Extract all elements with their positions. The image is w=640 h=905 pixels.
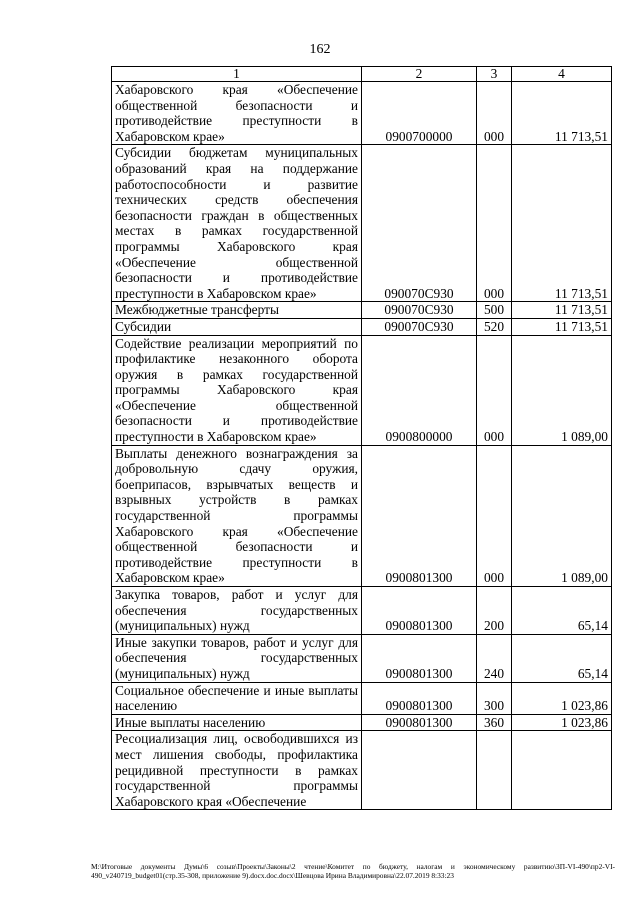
row-amount: 1 023,86 (512, 714, 612, 731)
row-code: 0900801300 (362, 445, 477, 586)
row-code: 0900801300 (362, 634, 477, 682)
column-header-code: 2 (362, 67, 477, 82)
row-name: Выплаты денежного вознаграждения за добровольную сдачу оружия, боеприпасов, взрывчатых веществ и взрывных устройств в рамках государственной программы Хабаровского края «Обеспечение общественной безопасности и противодействие преступности в Хабаровском крае» (112, 445, 362, 586)
row-type: 000 (477, 82, 512, 145)
table-header-row (112, 67, 612, 82)
table-row (112, 145, 612, 302)
row-code: 090070С930 (362, 318, 477, 335)
table-row (112, 634, 612, 682)
row-amount: 65,14 (512, 634, 612, 682)
table-row (112, 335, 612, 445)
row-type: 000 (477, 335, 512, 445)
row-name: Хабаровского края «Обеспечение общественной безопасности и противодействие преступности в Хабаровском крае» (112, 82, 362, 145)
row-code: 090070С930 (362, 145, 477, 302)
table-row (112, 714, 612, 731)
row-type: 000 (477, 445, 512, 586)
table-row (112, 445, 612, 586)
row-name: Социальное обеспечение и иные выплаты населению (112, 682, 362, 714)
row-name: Иные закупки товаров, работ и услуг для обеспечения государственных (муниципальных) нужд (112, 634, 362, 682)
row-type: 240 (477, 634, 512, 682)
row-code: 0900801300 (362, 682, 477, 714)
row-name: Межбюджетные трансферты (112, 302, 362, 319)
table-row (112, 587, 612, 635)
row-type: 200 (477, 587, 512, 635)
row-name: Закупка товаров, работ и услуг для обеспечения государственных (муниципальных) нужд (112, 587, 362, 635)
page-number: 162 (309, 42, 331, 57)
column-header-amount: 4 (512, 67, 612, 82)
row-type: 500 (477, 302, 512, 319)
row-amount (512, 731, 612, 810)
row-type: 520 (477, 318, 512, 335)
row-amount: 11 713,51 (512, 145, 612, 302)
row-amount: 1 023,86 (512, 682, 612, 714)
table-row (112, 302, 612, 319)
column-header-name: 1 (112, 67, 362, 82)
row-code: 0900801300 (362, 587, 477, 635)
row-amount: 11 713,51 (512, 318, 612, 335)
budget-table (111, 66, 612, 810)
row-amount: 1 089,00 (512, 335, 612, 445)
table-row (112, 682, 612, 714)
row-amount: 11 713,51 (512, 82, 612, 145)
table-row (112, 82, 612, 145)
row-code: 090070С930 (362, 302, 477, 319)
row-code: 0900700000 (362, 82, 477, 145)
row-code: 0900801300 (362, 714, 477, 731)
row-type (477, 731, 512, 810)
row-amount: 11 713,51 (512, 302, 612, 319)
row-type: 360 (477, 714, 512, 731)
row-type: 000 (477, 145, 512, 302)
row-code (362, 731, 477, 810)
row-type: 300 (477, 682, 512, 714)
column-header-type: 3 (477, 67, 512, 82)
row-name: Содействие реализации мероприятий по профилактике незаконного оборота оружия в рамках государственной программы Хабаровского края «Обеспечение общественной безопасности и противодействие преступности в Хабаровском крае» (112, 335, 362, 445)
row-amount: 65,14 (512, 587, 612, 635)
row-name: Иные выплаты населению (112, 714, 362, 731)
document-path-footer: M:\Итоговые документы Думы\6 созыв\Проекты\Законы\2 чтение\Комитет по бюджету, налогам и экономическому развитию\ЗП-VI-490\пр2-VI-490_v240719_budget01(стр.35-308, приложение 9).docx.doc.docx\Шевцова Ирина Владимировна\22.07.2019 8:33:23 (91, 862, 615, 880)
row-amount: 1 089,00 (512, 445, 612, 586)
row-name: Ресоциализация лиц, освободившихся из мест лишения свободы, профилактика рецидивной преступности в рамках государственной программы Хабаровского края «Обеспечение (112, 731, 362, 810)
row-code: 0900800000 (362, 335, 477, 445)
row-name: Субсидии (112, 318, 362, 335)
table-row (112, 318, 612, 335)
table-row (112, 731, 612, 810)
row-name: Субсидии бюджетам муниципальных образований края на поддержание работоспособности и развитие технических средств обеспечения безопасности граждан в общественных местах в рамках государственной программы Хабаровского края «Обеспечение общественной безопасности и противодействие преступности в Хабаровском крае» (112, 145, 362, 302)
